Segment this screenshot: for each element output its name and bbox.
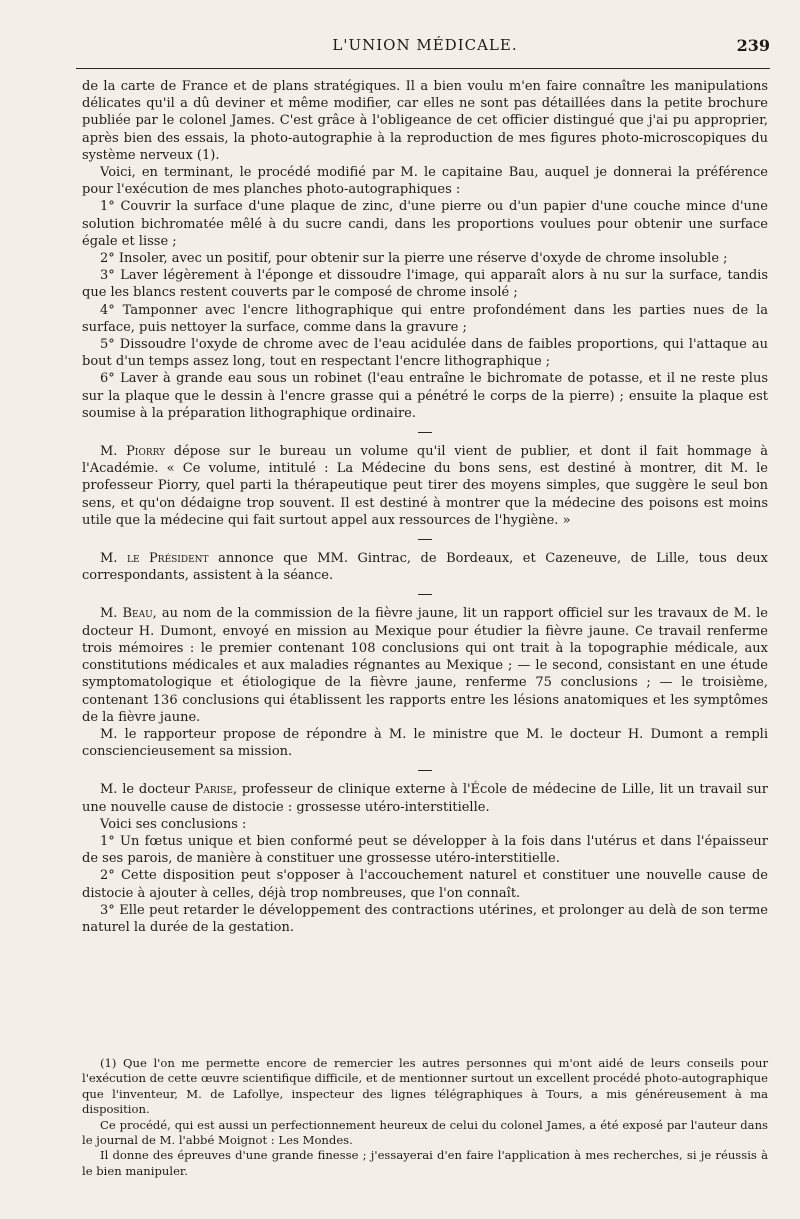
speaker-name: Parise	[194, 782, 233, 798]
paragraph-continued: de la carte de France et de plans stratégiques. Il a bien voulu m'en faire connaître les manipulations délicates qu'il a dû deviner et même modifier, car elles ne sont pas détaillées dans la petite brochure publiée par le colonel James. C'est grâce à l'obligeance de cet officier distingué que j'ai pu approprier, après bien des essais, la photo-autographie à la reproduction de mes figures photo-microscopiques du système nerveux (1).	[82, 79, 768, 163]
paragraph-procedure-intro: Voici, en terminant, le procédé modifié par M. le capitaine Bau, auquel je donnerai la préférence pour l'exécution de mes planches photo-autographiques :	[82, 165, 768, 198]
footnote-1: (1) Que l'on me permette encore de remercier les autres personnes qui m'ont aidé de leurs conseils pour l'exécution de cette œuvre scientifique difficile, et de mentionner surtout un excellent procédé photo-autographique que l'inventeur, M. de Lafollye, inspecteur des lignes télégraphiques à Tours, a mis généreusement à ma disposition.	[82, 1056, 768, 1117]
parise-conclusions-intro: Voici ses conclusions :	[100, 816, 247, 832]
section-separator	[82, 762, 768, 779]
procedure-step-2: 2° Insoler, avec un positif, pour obtenir sur la pierre une réserve d'oxyde de chrome insoluble ;	[100, 251, 728, 267]
beau-conclusion: M. le rapporteur propose de répondre à M. le ministre que M. le docteur H. Dumont a rempli consciencieusement sa mission.	[82, 726, 768, 760]
beau-text: , au nom de la commission de la fièvre jaune, lit un rapport officiel sur les travaux de M. le docteur H. Dumont, envoyé en mission au Mexique pour étudier la fièvre jaune. Ce travail renferme trois mémoires : le premier contenant 108 conclusions qui ont trait à la topographie médicale, aux constitutions médicales et aux maladies régnantes au Mexique ; — le second, consistant en une étude symptomatologique et étiologique de la fièvre jaune, renferme 75 conclusions ; — le troisième, contenant 136 conclusions qui établissent les rapports entre les lésions anatomiques et les symptômes de la fièvre jaune.	[82, 606, 768, 725]
section-separator	[82, 424, 768, 441]
procedure-step-1: 1° Couvrir la surface d'une plaque de zinc, d'une pierre ou d'un papier d'une couche mince d'une solution bichromatée mêlé à du sucre candi, dans les proportions voulues pour obtenir une surface égale et lisse ;	[82, 199, 768, 249]
beau-paragraph	[82, 605, 768, 725]
speaker-name: M. Piorry	[100, 444, 166, 460]
procedure-step-6: 6° Laver à grande eau sous un robinet (l'eau entraîne le bichromate de potasse, et il ne reste plus sur la plaque que le dessin à l'encre grasse qui a pénétré le corps de la pierre) ; ensuite la plaque est soumise à la préparation lithographique ordinaire.	[82, 371, 768, 421]
footnotes	[82, 1056, 768, 1179]
speaker-name: M. Beau	[100, 606, 153, 622]
article-body	[82, 78, 768, 936]
parise-conclusion-3: 3° Elle peut retarder le développement des contractions utérines, et prolonger au delà de son terme naturel la durée de la gestation.	[82, 902, 768, 935]
parise-lead: M. le docteur	[100, 782, 190, 798]
procedure-step-3: 3° Laver légèrement à l'éponge et dissoudre l'image, qui apparaît alors à nu sur la surface, tandis que les blancs restent couverts par le composé de chrome insolé ;	[82, 268, 768, 301]
parise-text: , professeur de clinique externe à l'École de médecine de Lille, lit un travail sur une nouvelle cause de distocie : grossesse utéro-interstitielle.	[82, 782, 768, 815]
header-rule	[76, 68, 770, 69]
section-separator	[82, 586, 768, 603]
speaker-name: M. le Président	[100, 551, 209, 567]
page-header	[80, 36, 770, 58]
parise-conclusion-2: 2° Cette disposition peut s'opposer à l'accouchement naturel et constituer une nouvelle cause de distocie à ajouter à celles, déjà trop nombreuses, que l'on connaît.	[82, 868, 768, 901]
section-separator	[82, 531, 768, 548]
procedure-step-5: 5° Dissoudre l'oxyde de chrome avec de l'eau acidulée dans de faibles proportions, qui l'attaque au bout d'un temps assez long, tout en respectant l'encre lithographique ;	[82, 337, 768, 370]
president-text: annonce que MM. Gintrac, de Bordeaux, et Cazeneuve, de Lille, tous deux correspondants, assistent à la séance.	[82, 551, 768, 584]
president-paragraph	[82, 550, 768, 584]
parise-paragraph	[82, 781, 768, 815]
piorry-text: dépose sur le bureau un volume qu'il vient de publier, et dont il fait hommage à l'Académie. « Ce volume, intitulé : La Médecine du bons sens, est destiné à montrer, dit M. le professeur Piorry, quel parti la thérapeutique peut tirer des moyens simples, que suggère le seul bon sens, et qu'on dédaigne trop souvent. Il est destiné à montrer que la médecine des poisons est moins utile que la médecine qui fait surtout appel aux ressources de l'hygiène. »	[82, 444, 768, 528]
running-title: L'UNION MÉDICALE.	[332, 36, 518, 54]
page-number: 239	[736, 36, 770, 55]
procedure-step-4: 4° Tamponner avec l'encre lithographique qui entre profondément dans les parties nues de la surface, puis nettoyer la surface, comme dans la gravure ;	[82, 302, 768, 335]
footnote-1-continued: Ce procédé, qui est aussi un perfectionnement heureux de celui du colonel James, a été exposé par l'auteur dans le journal de M. l'abbé Moignot : Les Mondes.	[82, 1117, 768, 1148]
footnote-1-end: Il donne des épreuves d'une grande finesse ; j'essayerai d'en faire l'application à mes recherches, si je réussis à le bien manipuler.	[82, 1148, 768, 1178]
parise-conclusion-1: 1° Un fœtus unique et bien conformé peut se développer à la fois dans l'utérus et dans l'épaisseur de ses parois, de manière à constituer une grossesse utéro-interstitielle.	[82, 833, 768, 867]
piorry-paragraph	[82, 443, 768, 529]
